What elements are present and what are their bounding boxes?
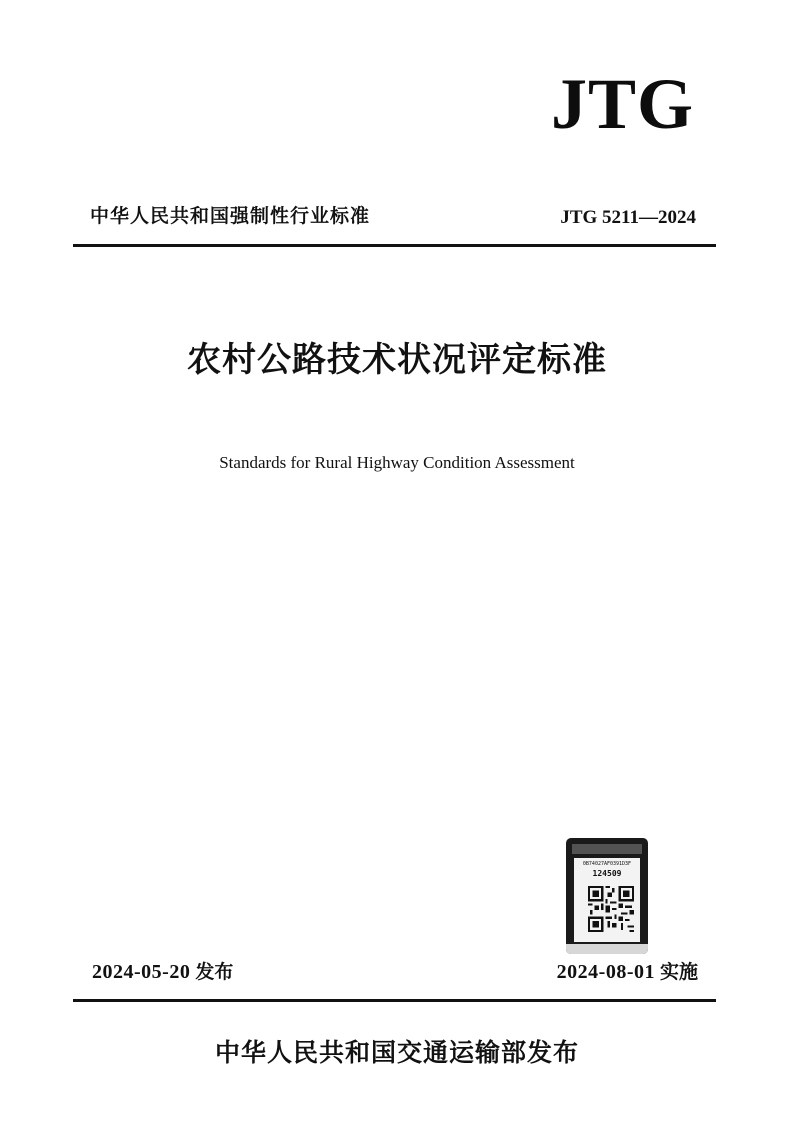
effective-date-word: 实施	[659, 961, 698, 983]
jtg-logo: JTG	[550, 64, 694, 144]
anti-counterfeit-label	[566, 838, 648, 954]
issue-date-value: 2024-05-20	[92, 961, 191, 983]
bottom-divider	[73, 999, 716, 1002]
document-title: 农村公路技术状况评定标准	[187, 340, 607, 380]
standard-number: JTG 5211—2024	[560, 207, 696, 228]
standard-category: 中华人民共和国强制性行业标准	[90, 205, 371, 227]
effective-date	[557, 958, 698, 986]
qr-code-icon	[588, 886, 634, 932]
issue-date-word: 发布	[195, 961, 234, 983]
label-code: 0B74027AF0391D3F	[582, 861, 632, 867]
publisher: 中华人民共和国交通运输部发布	[214, 1038, 579, 1067]
label-panel	[574, 858, 640, 942]
effective-date-value: 2024-08-01	[556, 961, 655, 983]
label-header-strip	[572, 844, 642, 854]
label-serial: 124509	[592, 869, 622, 878]
label-bottom-strip	[566, 944, 648, 954]
issue-date	[92, 958, 233, 986]
document-title-english: Standards for Rural Highway Condition Assessment	[219, 453, 575, 472]
top-divider	[73, 244, 716, 247]
